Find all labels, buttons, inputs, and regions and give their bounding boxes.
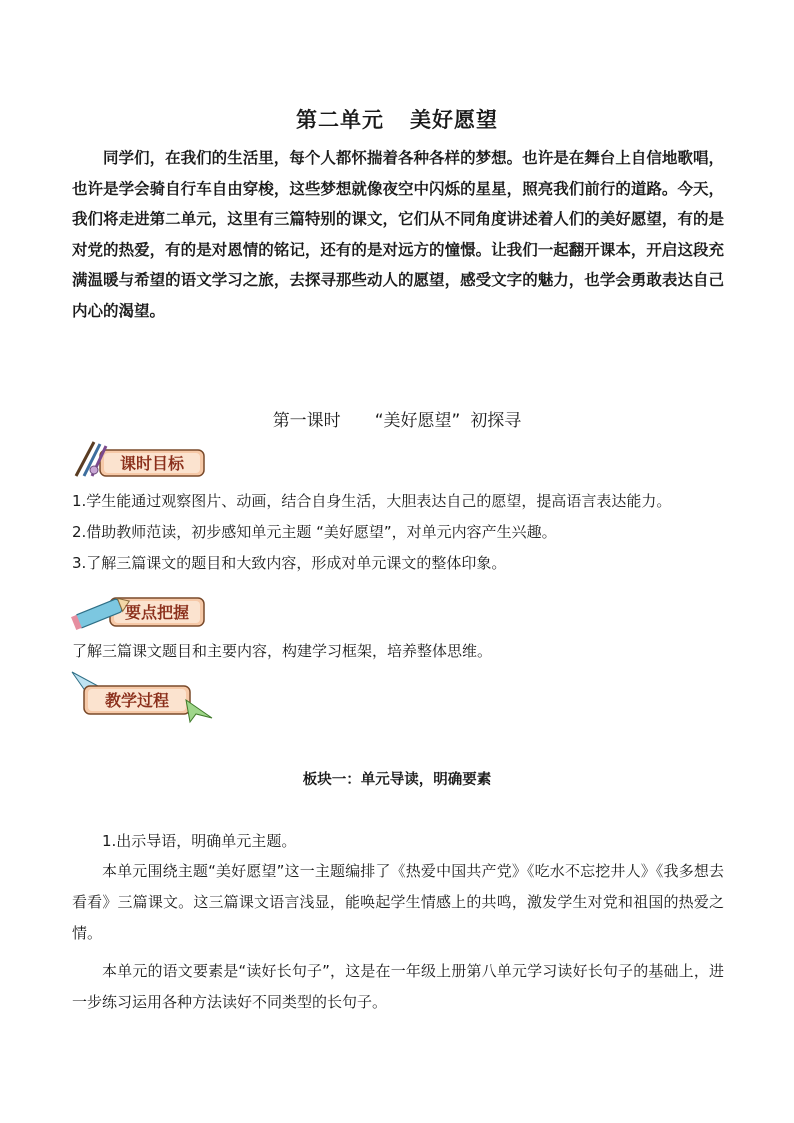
brush-icon bbox=[70, 438, 210, 480]
lesson-theme: “美好愿望” bbox=[374, 411, 461, 431]
unit-number: 第二单元 bbox=[296, 108, 384, 132]
paper-plane-icon bbox=[70, 670, 220, 724]
key-points-badge-label: 要点把握 bbox=[124, 603, 190, 622]
lesson-title bbox=[0, 406, 794, 431]
lesson-number: 第一课时 bbox=[272, 411, 341, 431]
process-step-1: 1.出示导语，明确单元主题。 bbox=[102, 832, 297, 850]
process-badge-label: 教学过程 bbox=[104, 691, 170, 710]
pencil-icon bbox=[70, 588, 210, 632]
process-paragraph-2: 本单元的语文要素是“读好长句子”，这是在一年级上册第八单元学习读好长句子的基础上，进一步练习运用各种方法读好不同类型的长句子。 bbox=[72, 962, 724, 1011]
key-points-badge bbox=[70, 588, 210, 632]
key-points-text: 了解三篇课文题目和主要内容，构建学习框架，培养整体思维。 bbox=[72, 642, 493, 660]
section-heading: 板块一：单元导读，明确要素 bbox=[302, 772, 492, 788]
lesson-subtitle: 初探寻 bbox=[470, 411, 522, 431]
process-paragraph-1: 本单元围绕主题“美好愿望”这一主题编排了《热爱中国共产党》《吃水不忘挖井人》《我多想去看看》三篇课文。这三篇课文语言浅显，能唤起学生情感上的共鸣，激发学生对党和祖国的热爱之情。 bbox=[72, 862, 724, 942]
goal-item: 1.学生能通过观察图片、动画，结合自身生活，大胆表达自己的愿望，提高语言表达能力。 bbox=[72, 492, 672, 510]
unit-theme: 美好愿望 bbox=[410, 108, 498, 132]
goals-badge-label: 课时目标 bbox=[119, 454, 185, 473]
process-badge bbox=[70, 670, 220, 724]
goals-badge bbox=[70, 438, 210, 480]
goal-item: 2.借助教师范读，初步感知单元主题 “美好愿望”，对单元内容产生兴趣。 bbox=[72, 523, 557, 541]
unit-title bbox=[0, 104, 794, 134]
goals-list bbox=[72, 486, 732, 579]
intro-paragraph: 同学们，在我们的生活里，每个人都怀揣着各种各样的梦想。也许是在舞台上自信地歌唱，也许是学会骑自行车自由穿梭，这些梦想就像夜空中闪烁的星星，照亮我们前行的道路。今天，我们将走进第二单元，这里有三篇特别的课文，它们从不同角度讲述着人们的美好愿望，有的是对党的热爱，有的是对恩情的铭记，还有的是对远方的憧憬。让我们一起翻开课本，开启这段充满温暖与希望的语文学习之旅，去探寻那些动人的愿望，感受文字的魅力，也学会勇敢表达自己内心的渴望。 bbox=[72, 149, 724, 320]
goal-item: 3.了解三篇课文的题目和大致内容，形成对单元课文的整体印象。 bbox=[72, 554, 507, 572]
